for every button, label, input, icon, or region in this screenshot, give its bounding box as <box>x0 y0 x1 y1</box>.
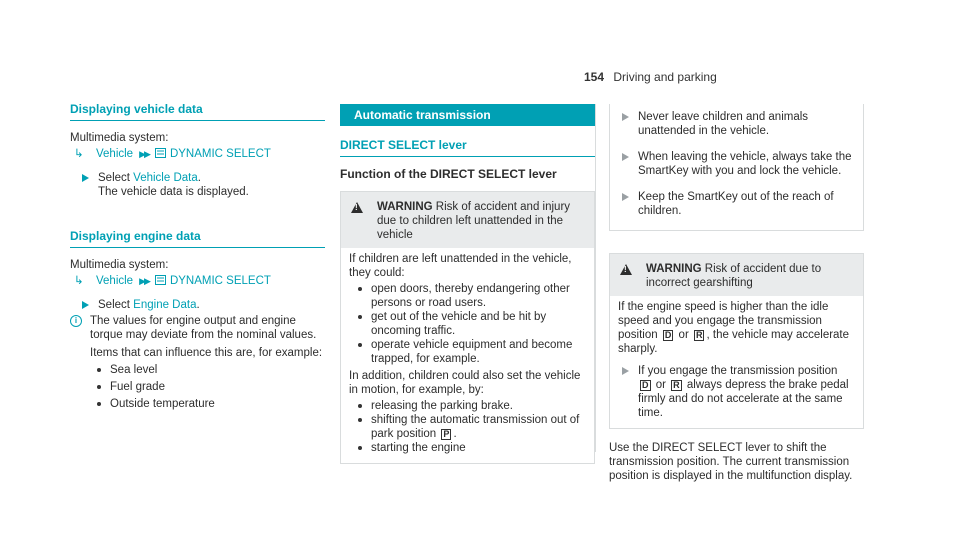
influence-list <box>90 363 325 411</box>
step-arrow-icon <box>622 193 629 201</box>
step-end: . <box>196 299 200 311</box>
path-vehicle: Vehicle <box>96 275 134 287</box>
step-arrow-icon <box>82 174 89 182</box>
warning-text: Risk of accident due to incorrect gearshifting <box>646 263 822 289</box>
warning-label: WARNING <box>377 201 433 213</box>
text: or <box>655 379 666 391</box>
warning-icon <box>620 264 632 275</box>
warning-header <box>610 254 863 296</box>
double-chevron-icon: ▶▶ <box>139 276 149 286</box>
menu-path <box>70 147 325 161</box>
column-divider <box>595 104 596 452</box>
dynamic-select-icon <box>155 148 166 158</box>
system-label: Multimedia system: <box>70 259 169 271</box>
warning-body <box>610 296 863 428</box>
double-chevron-icon: ▶▶ <box>139 149 149 159</box>
warning-paragraph <box>618 300 853 356</box>
page-header <box>584 70 717 84</box>
step-select-engine-data <box>70 298 325 312</box>
warning-header <box>341 192 594 248</box>
warning-text: Risk of accident and injury due to children left unattended in the vehicle <box>377 201 571 241</box>
warning-addition: In addition, children could also set the vehicle in motion, for example, by: <box>349 370 581 396</box>
warning-bullets <box>349 282 584 366</box>
list-item: starting the engine <box>371 441 584 455</box>
section-title-direct-select: DIRECT SELECT lever <box>340 138 595 157</box>
page-number: 154 <box>584 70 605 84</box>
list-item: Outside temperature <box>110 397 325 411</box>
step-arrow-icon <box>82 301 89 309</box>
note-text: The values for engine output and engine torque may deviate from the nominal values. <box>90 315 317 341</box>
list-item: shifting the automatic transmission out of park position P . <box>371 413 584 441</box>
text: or <box>678 329 689 341</box>
step-result: The vehicle data is displayed. <box>98 186 249 198</box>
warning-icon <box>351 202 363 213</box>
list-item: Fuel grade <box>110 380 325 394</box>
list-item: Sea level <box>110 363 325 377</box>
list-item: get out of the vehicle and be hit by oncoming traffic. <box>371 310 584 338</box>
step-arrow-icon <box>622 153 629 161</box>
reverse-key-icon: R <box>673 380 680 390</box>
step-select-vehicle-data <box>70 171 325 199</box>
step-never-leave <box>610 110 863 138</box>
step-text: Never leave children and animals unattended in the vehicle. <box>638 111 809 137</box>
warning-label: WARNING <box>646 263 702 275</box>
section-title-vehicle-data: Displaying vehicle data <box>70 102 325 121</box>
step-text: Keep the SmartKey out of the reach of children. <box>638 191 834 217</box>
function-title: Function of the DIRECT SELECT lever <box>340 167 557 181</box>
step-target: Engine Data <box>133 299 197 311</box>
system-label: Multimedia system: <box>70 132 169 144</box>
warning-continued <box>609 104 864 231</box>
text: , the vehicle may accelerate sharply. <box>618 329 850 355</box>
section-name: Driving and parking <box>613 70 717 84</box>
warning-body <box>341 248 594 463</box>
path-arrow-icon: ↳ <box>74 275 84 287</box>
warning-box-children <box>340 191 595 464</box>
path-dynamic-select: DYNAMIC SELECT <box>169 275 271 287</box>
drive-key-icon: D <box>664 330 672 340</box>
bullet-text: shifting the automatic transmission out of park position <box>371 414 580 440</box>
path-vehicle: Vehicle <box>96 148 134 160</box>
list-item: operate vehicle equipment and become trapped, for example. <box>371 338 584 366</box>
text: If the engine speed is higher than the idle speed and you engage the transmission position <box>618 301 829 341</box>
warning-box-gearshifting <box>609 253 864 429</box>
closing-paragraph: Use the DIRECT SELECT lever to shift the transmission position. The current transmission position is displayed in the multifunction display. <box>609 442 853 482</box>
path-dynamic-select: DYNAMIC SELECT <box>169 148 271 160</box>
dynamic-select-icon <box>155 275 166 285</box>
section-title-engine-data: Displaying engine data <box>70 229 325 248</box>
column-right <box>609 104 864 483</box>
chapter-bar: Automatic transmission <box>340 104 595 126</box>
step-end: . <box>197 172 201 184</box>
park-key-icon: P <box>443 429 450 439</box>
step-text: When leaving the vehicle, always take the SmartKey with you and lock the vehicle. <box>638 151 852 177</box>
step-keep-smartkey <box>610 190 863 218</box>
step-depress-brake <box>618 364 853 420</box>
step-text: Select <box>98 172 130 184</box>
step-text <box>638 364 853 420</box>
text: If you engage the transmission position <box>638 365 838 377</box>
column-middle <box>340 104 595 464</box>
path-arrow-icon: ↳ <box>74 148 84 160</box>
step-arrow-icon <box>622 113 629 121</box>
list-item: releasing the parking brake. <box>371 399 584 413</box>
text: always depress the brake pedal firmly and do not accelerate at the same time. <box>638 379 849 419</box>
list-item: open doors, thereby endangering other persons or road users. <box>371 282 584 310</box>
step-take-smartkey <box>610 150 863 178</box>
drive-key-icon: D <box>642 380 649 390</box>
items-intro: Items that can influence this are, for example: <box>90 347 323 359</box>
reverse-key-icon: R <box>695 330 703 340</box>
step-arrow-icon <box>622 367 629 375</box>
menu-path <box>70 274 325 288</box>
warning-bullets-2 <box>349 399 584 455</box>
step-target: Vehicle Data <box>133 172 198 184</box>
info-note <box>70 314 325 411</box>
column-left <box>70 102 325 411</box>
step-text: Select <box>98 299 130 311</box>
info-icon: i <box>70 315 82 327</box>
warning-intro: If children are left unattended in the vehicle, they could: <box>349 253 572 279</box>
